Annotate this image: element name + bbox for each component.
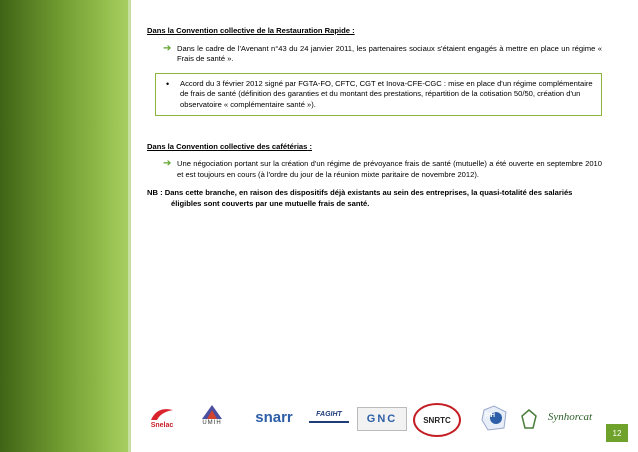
- partner-emblem-logo: [517, 405, 541, 433]
- gnc-logo: GNC: [357, 407, 407, 431]
- section1-highlight-box: [155, 73, 602, 116]
- page-number: 12: [612, 428, 622, 438]
- bullet-dot-icon: •: [166, 78, 170, 89]
- section2-arrow-item: [147, 159, 602, 180]
- page-content: [147, 26, 602, 217]
- sidebar-edge: [128, 0, 131, 452]
- section2-heading: Dans la Convention collective des cafétérias :: [147, 141, 313, 151]
- page-number-badge: [606, 424, 628, 442]
- section1-arrow-text: Dans le cadre de l'Avenant n°43 du 24 janvier 2011, les partenaires sociaux s'étaient engagés à mettre en place un régime « Frais de santé ».: [177, 43, 602, 64]
- fagiht-logo: FAGIHT: [305, 403, 353, 433]
- snelac-logo: Snelac: [147, 399, 177, 435]
- section1-heading: Dans la Convention collective de la Restauration Rapide :: [147, 26, 355, 35]
- section2-arrow-text: Une négociation portant sur la création d'un régime de prévoyance frais de santé (mutuelle) a été ouverte en septembre 2010 et est toujours en cours (à l'ordre du jour de la réunion mixte paritaire de novembre 2012).: [177, 159, 602, 179]
- section1-bullet-text: Accord du 3 février 2012 signé par FGTA-FO, CFTC, CGT et Inova-CFE-CGC : mise en place d'un régime complémentaire de frais de santé (définition des garanties et du montant des prestations, répartition de la cotisation 50/50, création d'un observatoire « complémentaire santé »).: [180, 78, 593, 109]
- section1-arrow-item: [147, 44, 602, 65]
- arrow-right-icon: ➔: [163, 158, 172, 170]
- synhorcat-logo: Synhorcat: [547, 411, 593, 423]
- green-sidebar: [0, 0, 130, 452]
- nb-note: NB : Dans cette branche, en raison des dispositifs déjà existants au sein des entreprises, la quasi-totalité des salariés éligibles sont couverts par une mutuelle frais de santé.: [147, 188, 573, 208]
- arrow-right-icon: ➔: [163, 42, 172, 54]
- snrtc-logo: SNRTC: [413, 403, 461, 437]
- pih-logo: PIH: [475, 403, 515, 433]
- section1-bullet-item: [156, 79, 593, 111]
- umih-logo: UMIH: [197, 397, 227, 433]
- snarr-logo: snarr: [255, 408, 293, 426]
- partner-logos-strip: [145, 393, 610, 439]
